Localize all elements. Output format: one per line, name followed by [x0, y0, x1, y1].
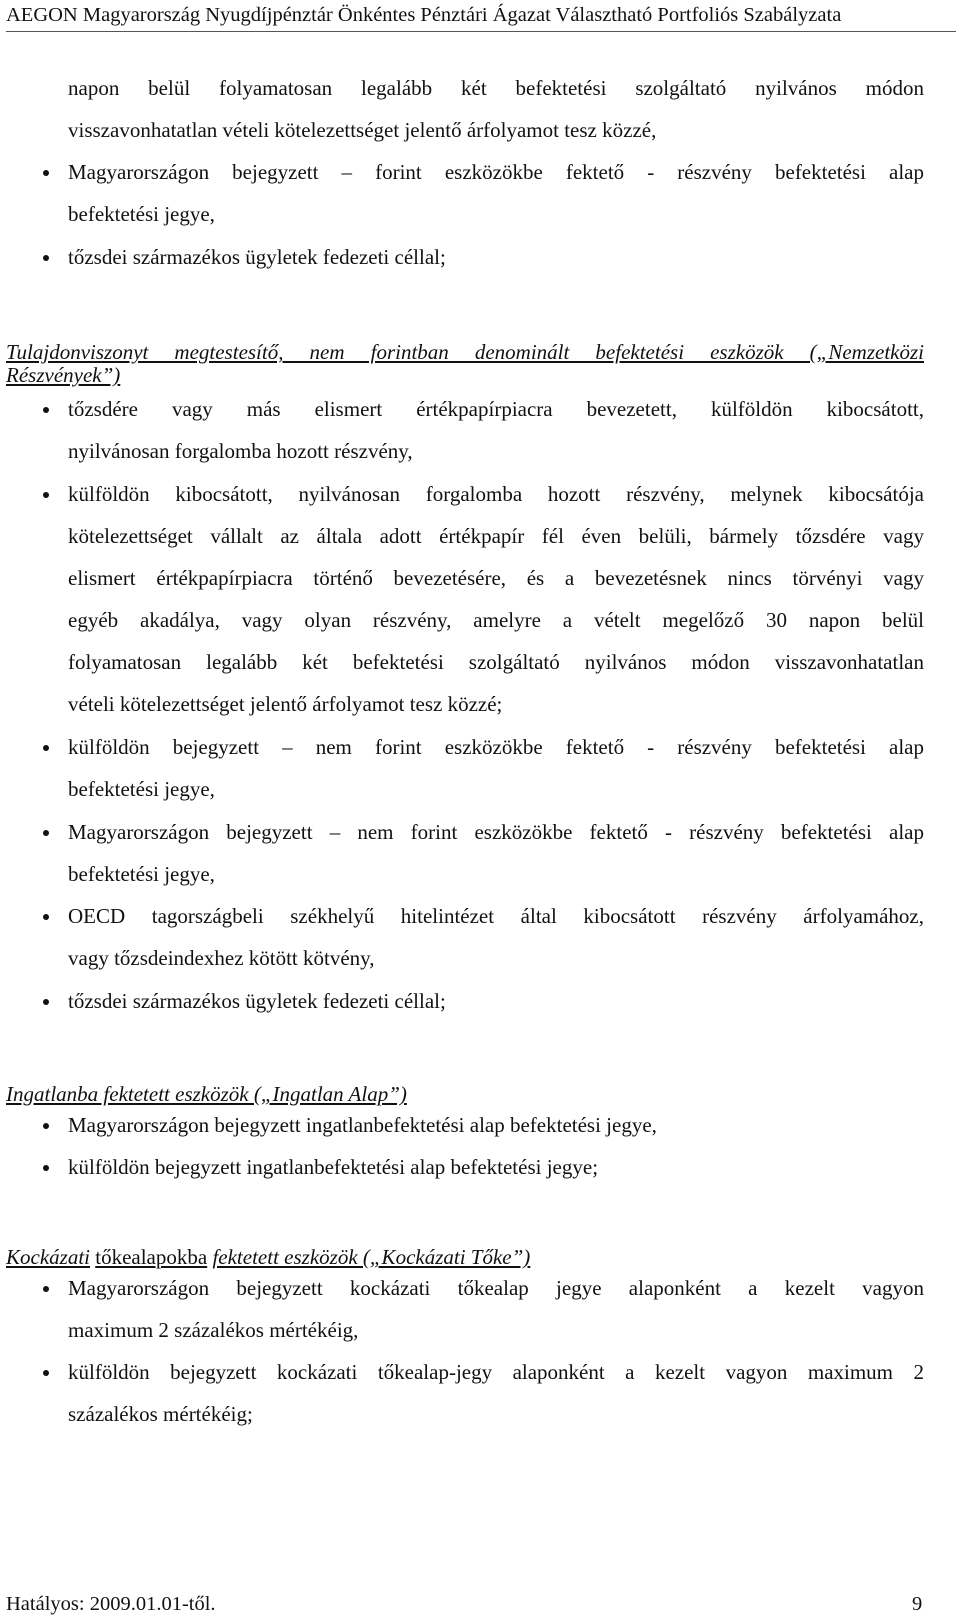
bullet-icon	[43, 407, 49, 413]
body-line: visszavonhatatlan vételi kötelezettséget jelentő árfolyamot tesz közzé,	[68, 118, 657, 142]
list-item-line: tőzsdei származékos ügyletek fedezeti céllal;	[68, 245, 446, 269]
bullet-icon	[43, 999, 49, 1005]
list-item-line: vételi kötelezettséget jelentő árfolyamot tesz közzé;	[68, 692, 503, 716]
body-line: napon belül folyamatosan legalább két befektetési szolgáltató nyilvános módon	[68, 76, 924, 100]
list-item-line: külföldön bejegyzett ingatlanbefektetési alap befektetési jegye;	[68, 1155, 599, 1179]
bullet-icon	[43, 255, 49, 261]
list-item-line: maximum 2 százalékos mértékéig,	[68, 1318, 359, 1342]
bullet-icon	[43, 1370, 49, 1376]
page-header: AEGON Magyarország Nyugdíjpénztár Önkéntes Pénztári Ágazat Választható Portfoliós Szabályzata	[6, 2, 956, 32]
bullet-icon	[43, 914, 49, 920]
list-item-line: külföldön bejegyzett kockázati tőkealap-jegy alaponként a kezelt vagyon maximum 2	[68, 1360, 924, 1384]
bullet-icon	[43, 830, 49, 836]
list-item-line: folyamatosan legalább két befektetési szolgáltató nyilvános módon visszavonhatatlan	[68, 650, 924, 674]
list-item-line: egyéb akadálya, vagy olyan részvény, amelyre a vételt megelőző 30 napon belül	[68, 608, 924, 632]
list-item-line: Magyarországon bejegyzett ingatlanbefektetési alap befektetési jegye,	[68, 1113, 657, 1137]
list-item-line: OECD tagországbeli székhelyű hitelintézet által kibocsátott részvény árfolyamához,	[68, 904, 924, 928]
list-item-line: Magyarországon bejegyzett – forint eszközökbe fektető - részvény befektetési alap	[68, 160, 924, 184]
section-heading: Tulajdonviszonyt megtestesítő, nem forintban denominált befektetési eszközök („Nemzetközi	[6, 340, 924, 364]
list-item-line: külföldön kibocsátott, nyilvánosan forgalomba hozott részvény, melynek kibocsátója	[68, 482, 924, 506]
bullet-icon	[43, 492, 49, 498]
list-item-line: elismert értékpapírpiacra történő bevezetésére, és a bevezetésnek nincs törvényi vagy	[68, 566, 924, 590]
heading-part: tőkealapokba	[95, 1245, 208, 1269]
list-item-line: Magyarországon bejegyzett – nem forint eszközökbe fektető - részvény befektetési alap	[68, 820, 924, 844]
section-heading	[6, 1244, 530, 1270]
effective-date: Hatályos: 2009.01.01-től.	[6, 1593, 216, 1615]
list-item-line: nyilvánosan forgalomba hozott részvény,	[68, 439, 413, 463]
list-item-line: tőzsdére vagy más elismert értékpapírpiacra bevezetett, külföldön kibocsátott,	[68, 397, 924, 421]
list-item-line: százalékos mértékéig;	[68, 1402, 253, 1426]
heading-part: Kockázati	[6, 1245, 90, 1269]
section-heading: Részvények”)	[6, 363, 121, 387]
page-number: 9	[912, 1593, 923, 1615]
list-item-line: befektetési jegye,	[68, 777, 215, 801]
bullet-icon	[43, 1123, 49, 1129]
bullet-icon	[43, 745, 49, 751]
bullet-icon	[43, 1165, 49, 1171]
list-item-line: kötelezettséget vállalt az általa adott értékpapír fél éven belüli, bármely tőzsdére vagy	[68, 524, 924, 548]
heading-part: fektetett eszközök („Kockázati Tőke”)	[212, 1245, 531, 1269]
list-item-line: befektetési jegye,	[68, 202, 215, 226]
section-heading: Ingatlanba fektetett eszközök („Ingatlan Alap”)	[6, 1082, 407, 1106]
list-item-line: Magyarországon bejegyzett kockázati tőkealap jegye alaponként a kezelt vagyon	[68, 1276, 924, 1300]
bullet-icon	[43, 1286, 49, 1292]
list-item-line: külföldön bejegyzett – nem forint eszközökbe fektető - részvény befektetési alap	[68, 735, 924, 759]
list-item-line: vagy tőzsdeindexhez kötött kötvény,	[68, 946, 375, 970]
bullet-icon	[43, 170, 49, 176]
list-item-line: tőzsdei származékos ügyletek fedezeti céllal;	[68, 989, 446, 1013]
list-item-line: befektetési jegye,	[68, 862, 215, 886]
